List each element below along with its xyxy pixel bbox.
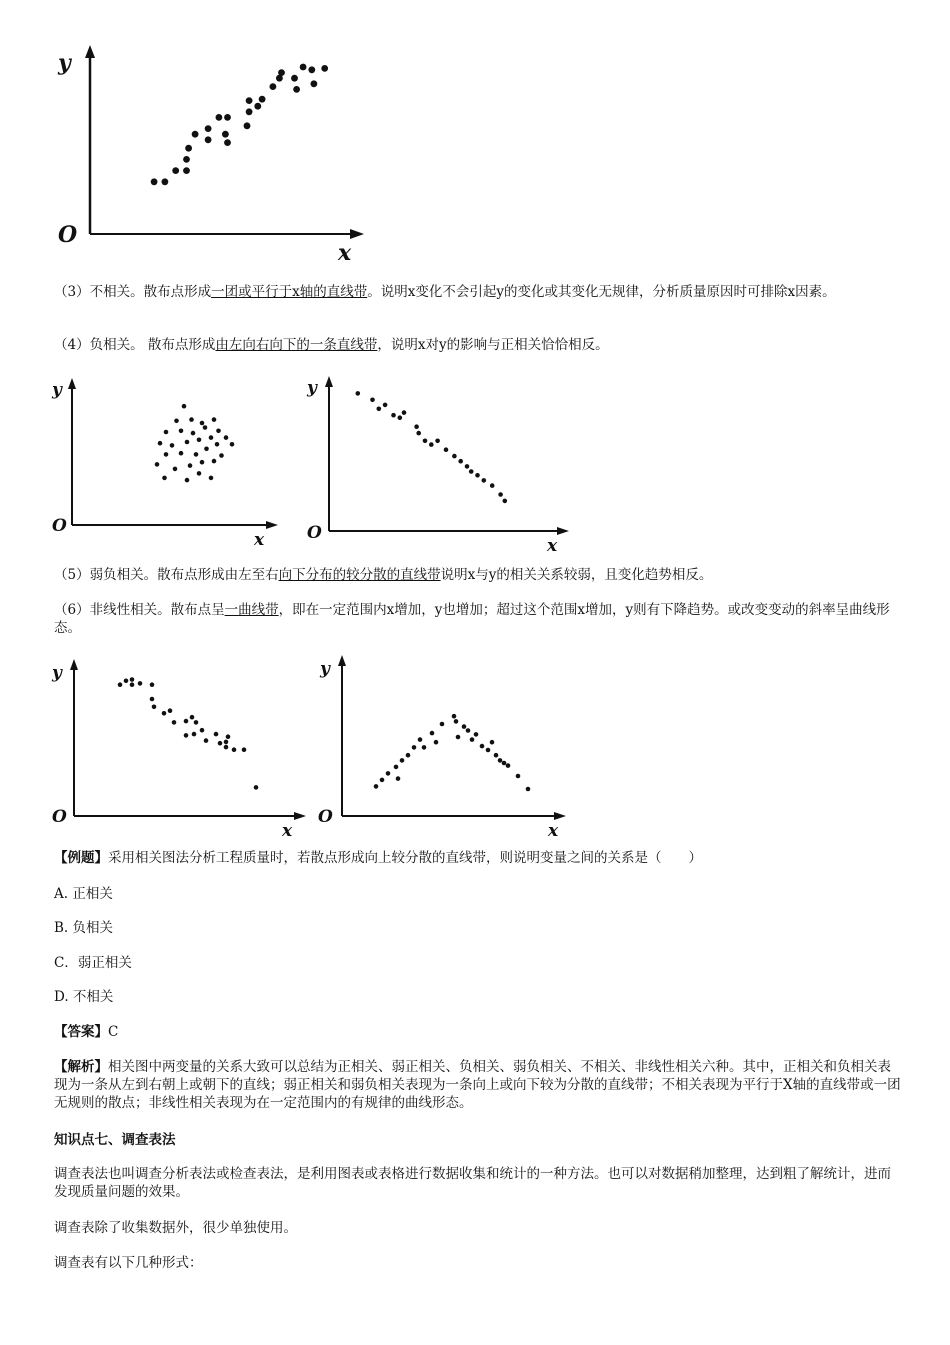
answer [54,1023,118,1041]
scatter-point [191,431,196,436]
scatter-point [498,492,503,497]
scatter-point [423,439,428,444]
scatter-point [155,462,160,467]
scatter-point [150,682,155,687]
scatter-point [394,765,399,770]
scatter-point [490,483,495,488]
paragraph-nonlinear: （6）非线性相关。散布点呈一曲线带，即在一定范围内x增加，y也增加；超过这个范围x增加，y则有下降趋势。或改变变动的斜率呈曲线形态。 [54,602,890,636]
scatter-point [184,733,189,738]
scatter-point [434,740,439,745]
scatter-point [216,114,223,121]
scatter-point [150,697,155,702]
scatter-point [374,784,379,789]
scatter-point [230,442,235,447]
scatter-point [205,136,212,143]
scatter-point [308,66,315,73]
scatter-point [184,719,189,724]
analysis-label: 【解析】 [54,1059,108,1075]
y-axis-label: y [320,659,330,679]
scatter-plot-positive [52,42,372,264]
scatter-point [475,473,480,478]
scatter-point [224,435,229,440]
origin-label: O [52,807,67,827]
scatter-point [465,464,470,469]
scatter-point [189,417,194,422]
scatter-plot-weak-negative [52,656,312,840]
scatter-point [502,761,507,766]
y-axis-label: y [307,378,317,398]
scatter-point [516,774,521,779]
scatter-point [506,763,511,768]
answer-label: 【答案】 [54,1024,108,1040]
scatter-point [124,679,129,684]
scatter-point [192,131,199,138]
scatter-point [200,460,205,465]
x-axis-label: x [282,821,293,841]
scatter-point [291,75,298,82]
scatter-point [182,404,187,409]
scatter-point [197,471,202,476]
scatter-point [194,452,199,457]
scatter-point [174,419,179,424]
answer-value: C [108,1024,119,1040]
scatter-point [138,681,143,686]
scatter-point [386,771,391,776]
scatter-point [162,711,167,716]
scatter-point [414,424,419,429]
scatter-point [422,745,427,750]
scatter-point [118,682,123,687]
scatter-point [224,114,231,121]
scatter-point [222,131,229,138]
origin-label: O [307,523,322,543]
scatter-point [383,403,388,408]
section-heading: 知识点七、调查表法 [54,1132,176,1148]
scatter-point [224,740,229,745]
origin-label: O [58,222,78,248]
scatter-point [452,454,457,459]
scatter-point [200,728,205,733]
scatter-point [293,86,300,93]
scatter-point [209,435,214,440]
scatter-point [406,753,411,758]
scatter-point [416,431,421,436]
scatter-point [162,476,167,481]
scatter-point [183,156,190,163]
scatter-point [398,415,403,420]
scatter-point [200,421,205,426]
scatter-point [494,753,499,758]
scatter-point [168,708,173,713]
scatter-point [498,758,503,763]
analysis: 【解析】相关图中两变量的关系大致可以总结为正相关、弱正相关、负相关、弱负相关、不相关、非线性相关六种。其中，正相关和负相关表现为一条从左到右朝上或朝下的直线；弱正相关和弱负相关表现为一条向上或向下较为分散的直线带；不相关表现为平行于X轴的直线带或一团无规则的散点；非线性相关表现为在一定范围内的有规律的曲线形态。 [54,1059,901,1111]
scatter-point [226,734,231,739]
scatter-point [151,178,158,185]
scatter-point [503,499,508,504]
scatter-point [458,459,463,464]
scatter-point [162,178,169,185]
scatter-point [278,69,285,76]
origin-label: O [318,807,333,827]
scatter-point [370,398,375,403]
scatter-point [215,442,220,447]
scatter-point [486,748,491,753]
scatter-point [462,724,467,729]
scatter-point [259,96,266,103]
paragraph-weak-negative: （5）弱负相关。散布点形成由左至右向下分布的较分散的直线带说明x与y的相关关系较弱，且变化趋势相反。 [54,567,713,583]
paragraph-negative: （4）负相关。 散布点形成由左向右向下的一条直线带，说明x对y的影响与正相关恰恰相反。 [54,337,609,353]
underlined-term: 由左向右向下的一条直线带 [215,337,378,353]
scatter-point [246,108,253,115]
scatter-point [219,453,224,458]
scatter-point [197,438,202,443]
scatter-point [172,167,179,174]
scatter-point [400,758,405,763]
scatter-point [212,459,217,464]
scatter-plot-negative [305,373,575,555]
scatter-point [480,744,485,749]
scatter-point [185,145,192,152]
scatter-point [204,447,209,452]
scatter-point [412,745,417,750]
scatter-point [232,747,237,752]
example-label: 【例题】 [54,850,108,866]
scatter-point [164,452,169,457]
scatter-point [435,439,440,444]
scatter-point [173,467,178,472]
section-paragraph-3: 调查表有以下几种形式： [54,1255,203,1271]
scatter-point [380,778,385,783]
scatter-point [212,417,217,422]
scatter-point [454,719,459,724]
scatter-point [218,741,223,746]
scatter-plot-nonlinear [318,652,576,840]
scatter-point [300,64,307,71]
scatter-point [474,732,479,737]
x-axis-label: x [254,530,265,550]
scatter-point [183,167,190,174]
scatter-point [179,429,184,434]
scatter-point [214,732,219,737]
scatter-point [179,451,184,456]
option-d: D. 不相关 [54,989,114,1005]
scatter-point [254,103,261,110]
scatter-point [185,440,190,445]
x-axis-label: x [338,240,352,266]
scatter-point [254,785,259,790]
scatter-point [192,732,197,737]
scatter-point [391,413,396,418]
y-axis-label: y [52,663,62,683]
scatter-point [321,65,328,72]
scatter-point [418,737,423,742]
scatter-point [396,776,401,781]
y-axis-label: y [58,50,71,76]
scatter-point [430,731,435,736]
underlined-term: 向下分布的较分散的直线带 [278,567,441,583]
scatter-point [440,722,445,727]
section-paragraph-2: 调查表除了收集数据外，很少单独使用。 [54,1220,297,1236]
scatter-point [429,442,434,447]
scatter-point [209,476,214,481]
scatter-point [203,425,208,430]
scatter-point [204,738,209,743]
scatter-point [270,83,277,90]
scatter-point [444,447,449,452]
scatter-point [311,80,318,87]
scatter-point [377,407,382,412]
scatter-point [490,740,495,745]
scatter-point [164,430,169,435]
section-paragraph-1: 调查表法也叫调查分析表法或检查表法，是利用图表或表格进行数据收集和统计的一种方法。也可以对数据稍加整理，达到粗了解统计，进而发现质量问题的效果。 [54,1166,891,1200]
scatter-point [224,745,229,750]
option-a: A. 正相关 [54,886,113,902]
scatter-point [402,410,407,415]
scatter-point [466,728,471,733]
scatter-point [452,714,457,719]
scatter-point [194,720,199,725]
scatter-point [158,441,163,446]
scatter-point [216,429,221,434]
x-axis-label: x [548,821,559,841]
scatter-point [246,97,253,104]
underlined-term: 一曲线带 [224,602,279,618]
example-question: 【例题】采用相关图法分析工程质量时，若散点形成向上较分散的直线带，则说明变量之间的关系是（ ） [54,850,702,866]
scatter-point [224,139,231,146]
option-b: B. 负相关 [54,920,114,936]
scatter-point [130,682,135,687]
scatter-point [526,787,531,792]
scatter-point [190,715,195,720]
scatter-point [172,720,177,725]
scatter-point [170,443,175,448]
scatter-point [469,469,474,474]
y-axis-label: y [52,380,62,400]
scatter-point [205,125,212,132]
scatter-point [152,705,157,710]
scatter-point [242,747,247,752]
scatter-point [188,463,193,468]
x-axis-label: x [547,536,558,556]
origin-label: O [52,516,67,536]
scatter-point [470,737,475,742]
scatter-plot-uncorrelated [52,375,282,550]
scatter-point [456,735,461,740]
underlined-term: 一团或平行于x轴的直线带 [211,284,368,300]
scatter-point [356,391,361,396]
scatter-point [130,677,135,682]
paragraph-uncorrelated: （3）不相关。散布点形成一团或平行于x轴的直线带。说明x变化不会引起y的变化或其变化无规律，分析质量原因时可排除x因素。 [54,284,836,300]
option-c: C．弱正相关 [54,955,132,971]
scatter-point [185,478,190,483]
scatter-point [244,122,251,129]
scatter-point [482,478,487,483]
